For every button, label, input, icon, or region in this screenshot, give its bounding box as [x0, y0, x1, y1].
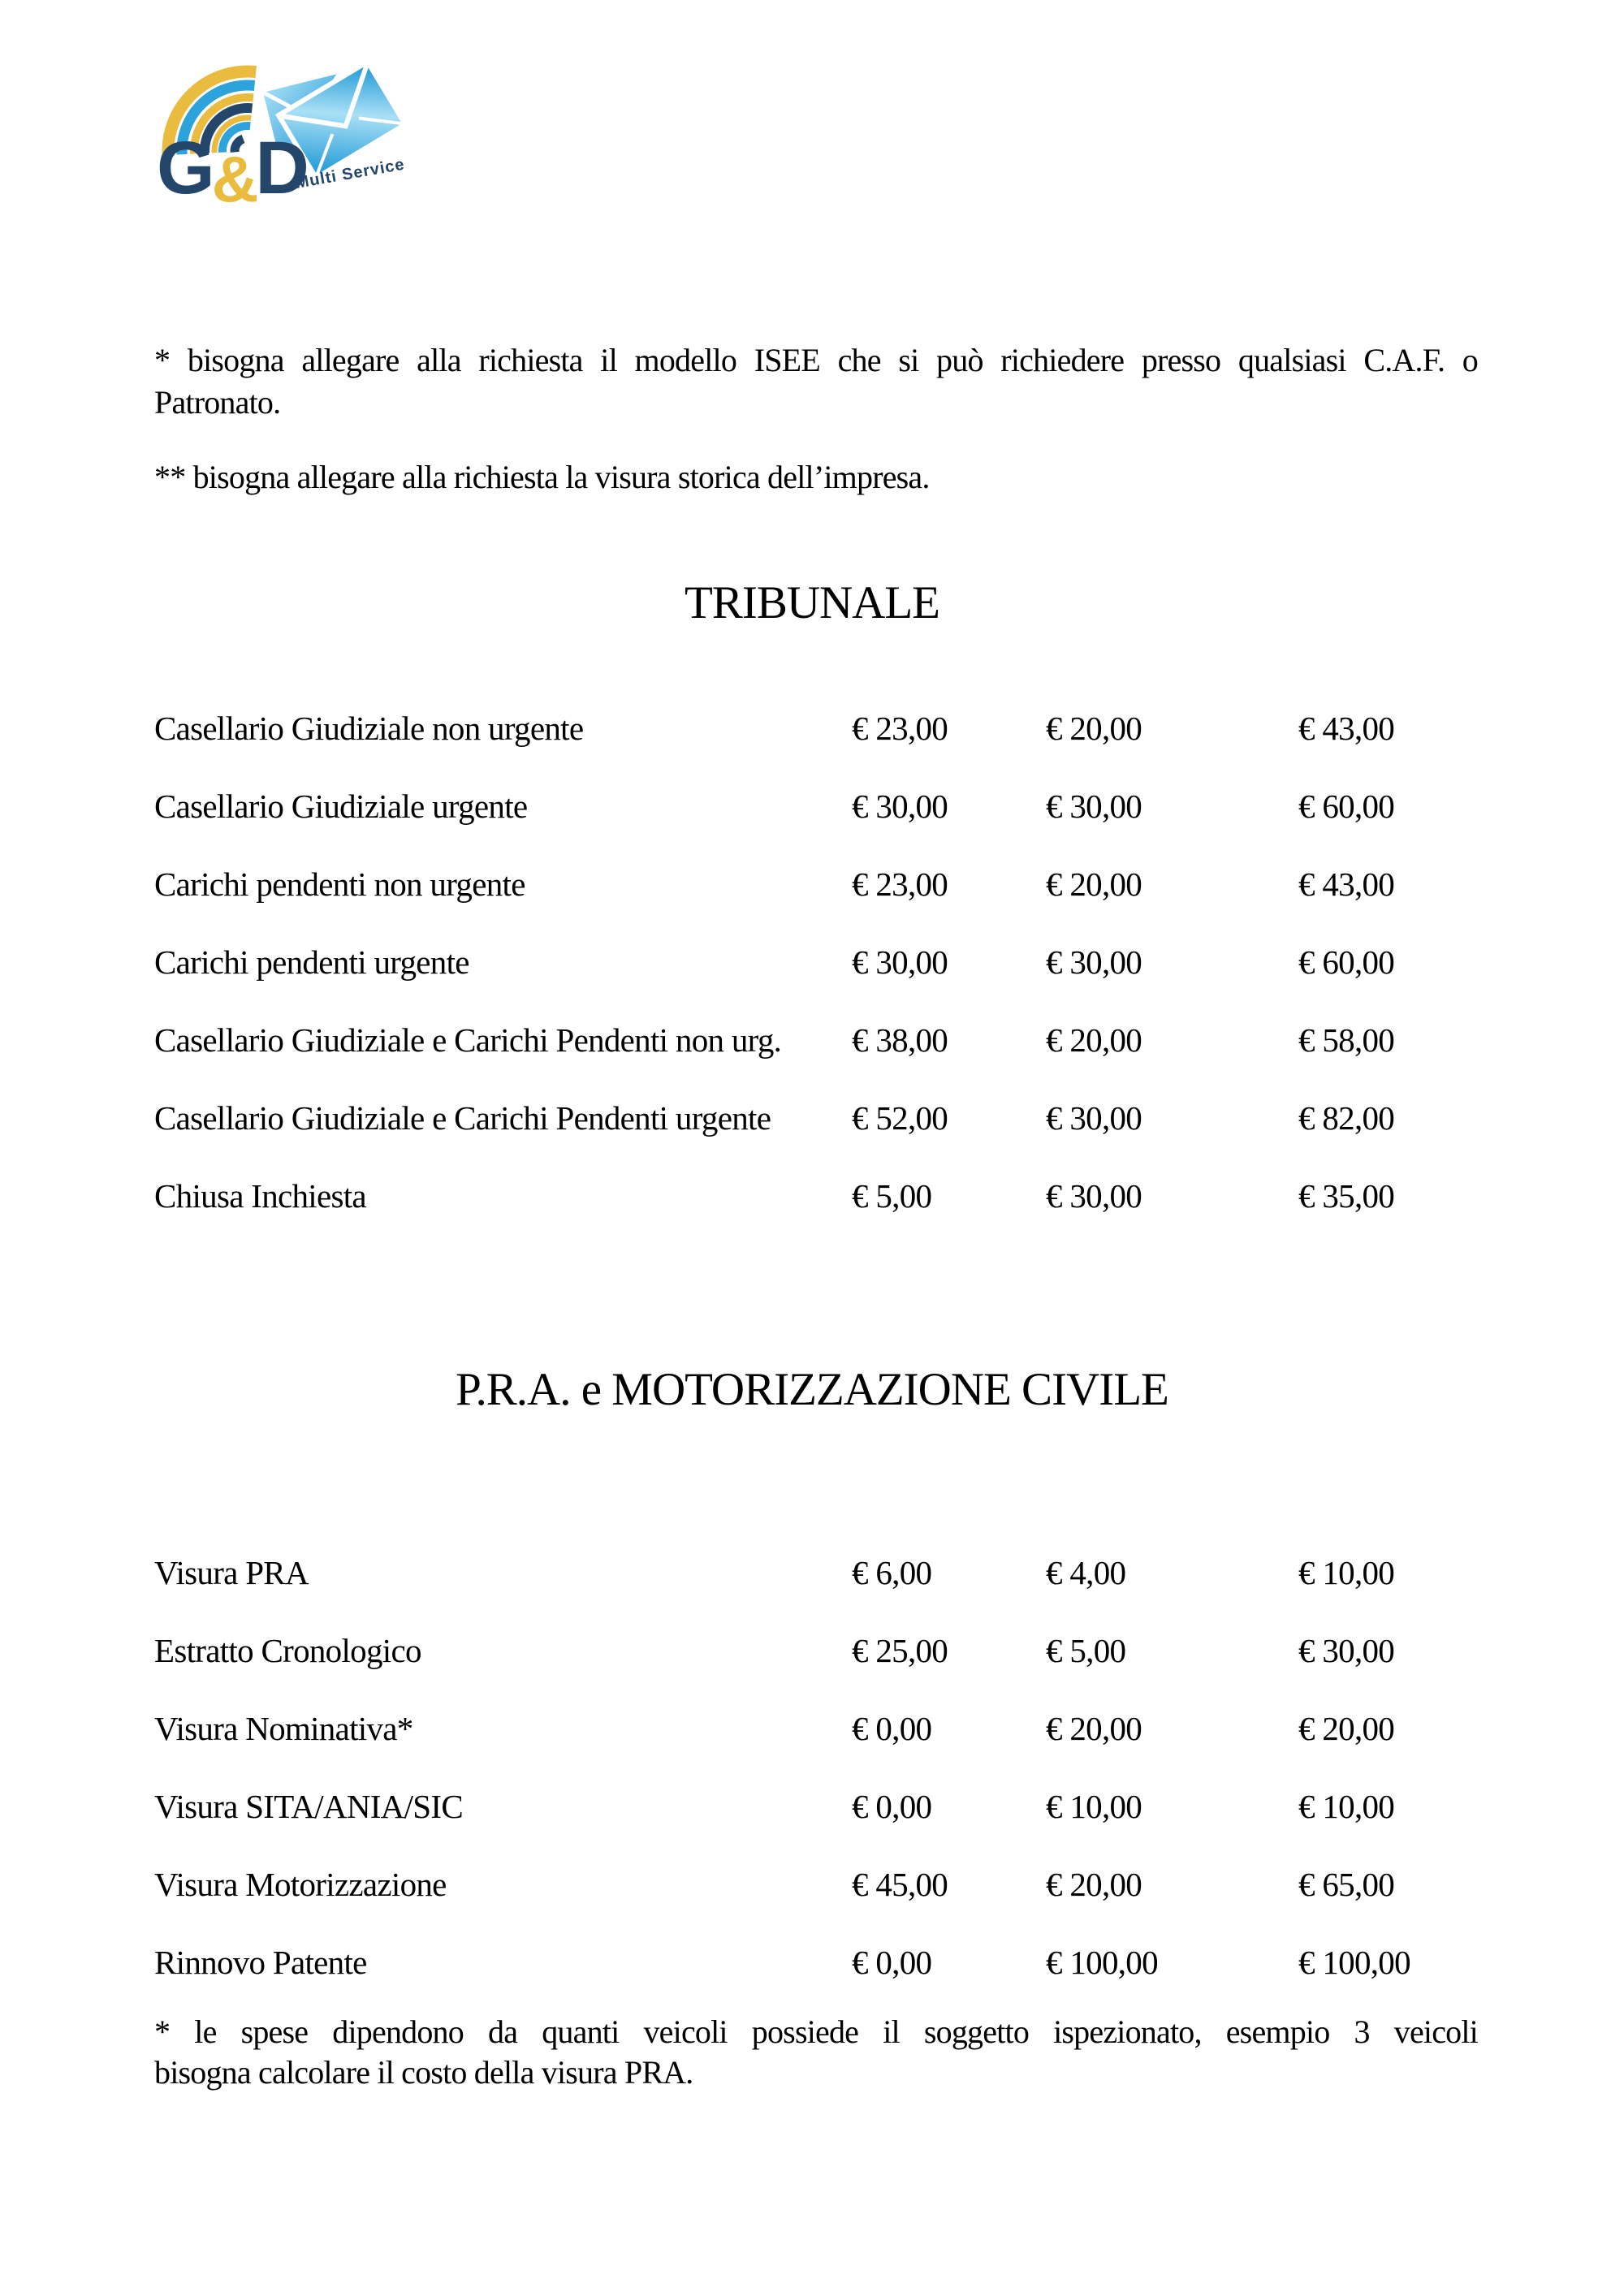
note-isee	[154, 339, 1478, 424]
price-col-2: € 20,00	[1046, 865, 1142, 903]
price-col-2: € 30,00	[1046, 943, 1142, 981]
table-row	[154, 1553, 1478, 1631]
price-col-1: € 0,00	[852, 1788, 932, 1825]
price-col-3: € 82,00	[1298, 1099, 1395, 1137]
price-col-3: € 10,00	[1298, 1788, 1395, 1825]
price-col-2: € 30,00	[1046, 788, 1142, 825]
price-col-2: € 30,00	[1046, 1177, 1142, 1215]
table-row	[154, 1098, 1478, 1176]
table-row	[154, 1865, 1478, 1943]
price-col-3: € 43,00	[1298, 710, 1395, 747]
price-col-3: € 35,00	[1298, 1177, 1395, 1215]
price-col-2: € 4,00	[1046, 1554, 1126, 1591]
price-col-1: € 25,00	[852, 1632, 948, 1669]
price-col-3: € 58,00	[1298, 1021, 1395, 1059]
price-col-2: € 20,00	[1046, 1021, 1142, 1059]
price-col-1: € 23,00	[852, 865, 948, 903]
service-label: Estratto Cronologico	[154, 1632, 421, 1669]
price-col-1: € 23,00	[852, 710, 948, 747]
price-col-2: € 20,00	[1046, 710, 1142, 747]
logo-brand-text	[157, 127, 306, 215]
service-label: Carichi pendenti urgente	[154, 943, 469, 981]
pra-table	[154, 1553, 1478, 2021]
logo-ampersand: &	[211, 143, 256, 215]
logo-tagline: Multi Service	[294, 155, 407, 192]
logo-letter-g: G	[157, 127, 212, 209]
price-col-1: € 30,00	[852, 788, 948, 825]
price-col-2: € 100,00	[1046, 1944, 1158, 1981]
table-row	[154, 865, 1478, 943]
price-col-1: € 6,00	[852, 1554, 932, 1591]
service-label: Visura PRA	[154, 1554, 309, 1591]
logo-letter-d: D	[255, 127, 306, 209]
footnote-visura-pra	[154, 2012, 1478, 2093]
price-col-1: € 5,00	[852, 1177, 932, 1215]
price-col-3: € 20,00	[1298, 1710, 1395, 1747]
table-row	[154, 943, 1478, 1021]
table-row	[154, 1631, 1478, 1709]
table-row	[154, 1787, 1478, 1865]
price-col-1: € 30,00	[852, 943, 948, 981]
table-row	[154, 1176, 1478, 1254]
service-label: Visura Nominativa*	[154, 1710, 413, 1747]
service-label: Rinnovo Patente	[154, 1944, 367, 1981]
service-label: Casellario Giudiziale e Carichi Pendenti urgente	[154, 1099, 771, 1137]
price-col-1: € 45,00	[852, 1866, 948, 1903]
service-label: Visura SITA/ANIA/SIC	[154, 1788, 463, 1825]
price-col-3: € 10,00	[1298, 1554, 1395, 1591]
service-label: Carichi pendenti non urgente	[154, 865, 525, 903]
price-col-1: € 38,00	[852, 1021, 948, 1059]
service-label: Visura Motorizzazione	[154, 1866, 447, 1903]
table-row	[154, 1709, 1478, 1787]
price-col-3: € 30,00	[1298, 1632, 1395, 1669]
table-row	[154, 787, 1478, 865]
price-col-3: € 60,00	[1298, 788, 1395, 825]
price-col-2: € 5,00	[1046, 1632, 1126, 1669]
note-visura-storica: ** bisogna allegare alla richiesta la visura storica dell’impresa.	[154, 459, 930, 495]
price-col-1: € 52,00	[852, 1099, 948, 1137]
tribunale-table	[154, 709, 1478, 1254]
price-col-1: € 0,00	[852, 1710, 932, 1747]
service-label: Casellario Giudiziale e Carichi Pendenti non urg.	[154, 1021, 782, 1059]
price-col-1: € 0,00	[852, 1944, 932, 1981]
note-isee-line1: * bisogna allegare alla richiesta il modello ISEE che si può richiedere presso qualsiasi C.A.F. o	[154, 342, 1478, 378]
service-label: Casellario Giudiziale urgente	[154, 788, 528, 825]
service-label: Chiusa Inchiesta	[154, 1177, 366, 1215]
section-title-pra-motorizzazione: P.R.A. e MOTORIZZAZIONE CIVILE	[456, 1364, 1168, 1415]
footnote-line1: * le spese dipendono da quanti veicoli possiede il soggetto ispezionato, esempio 3 veicoli	[154, 2013, 1478, 2050]
price-col-3: € 65,00	[1298, 1866, 1395, 1903]
table-row	[154, 1021, 1478, 1098]
service-label: Casellario Giudiziale non urgente	[154, 710, 584, 747]
note-isee-line2: Patronato.	[154, 384, 281, 421]
price-col-3: € 100,00	[1298, 1944, 1410, 1981]
price-col-2: € 20,00	[1046, 1866, 1142, 1903]
price-col-2: € 20,00	[1046, 1710, 1142, 1747]
footnote-line2: bisogna calcolare il costo della visura PRA.	[154, 2054, 693, 2091]
section-title-tribunale: TRIBUNALE	[685, 577, 939, 628]
price-col-2: € 10,00	[1046, 1788, 1142, 1825]
price-col-3: € 60,00	[1298, 943, 1395, 981]
table-row	[154, 709, 1478, 787]
price-col-3: € 43,00	[1298, 865, 1395, 903]
table-row	[154, 1943, 1478, 2021]
gd-multiservice-logo	[157, 65, 407, 215]
price-col-2: € 30,00	[1046, 1099, 1142, 1137]
